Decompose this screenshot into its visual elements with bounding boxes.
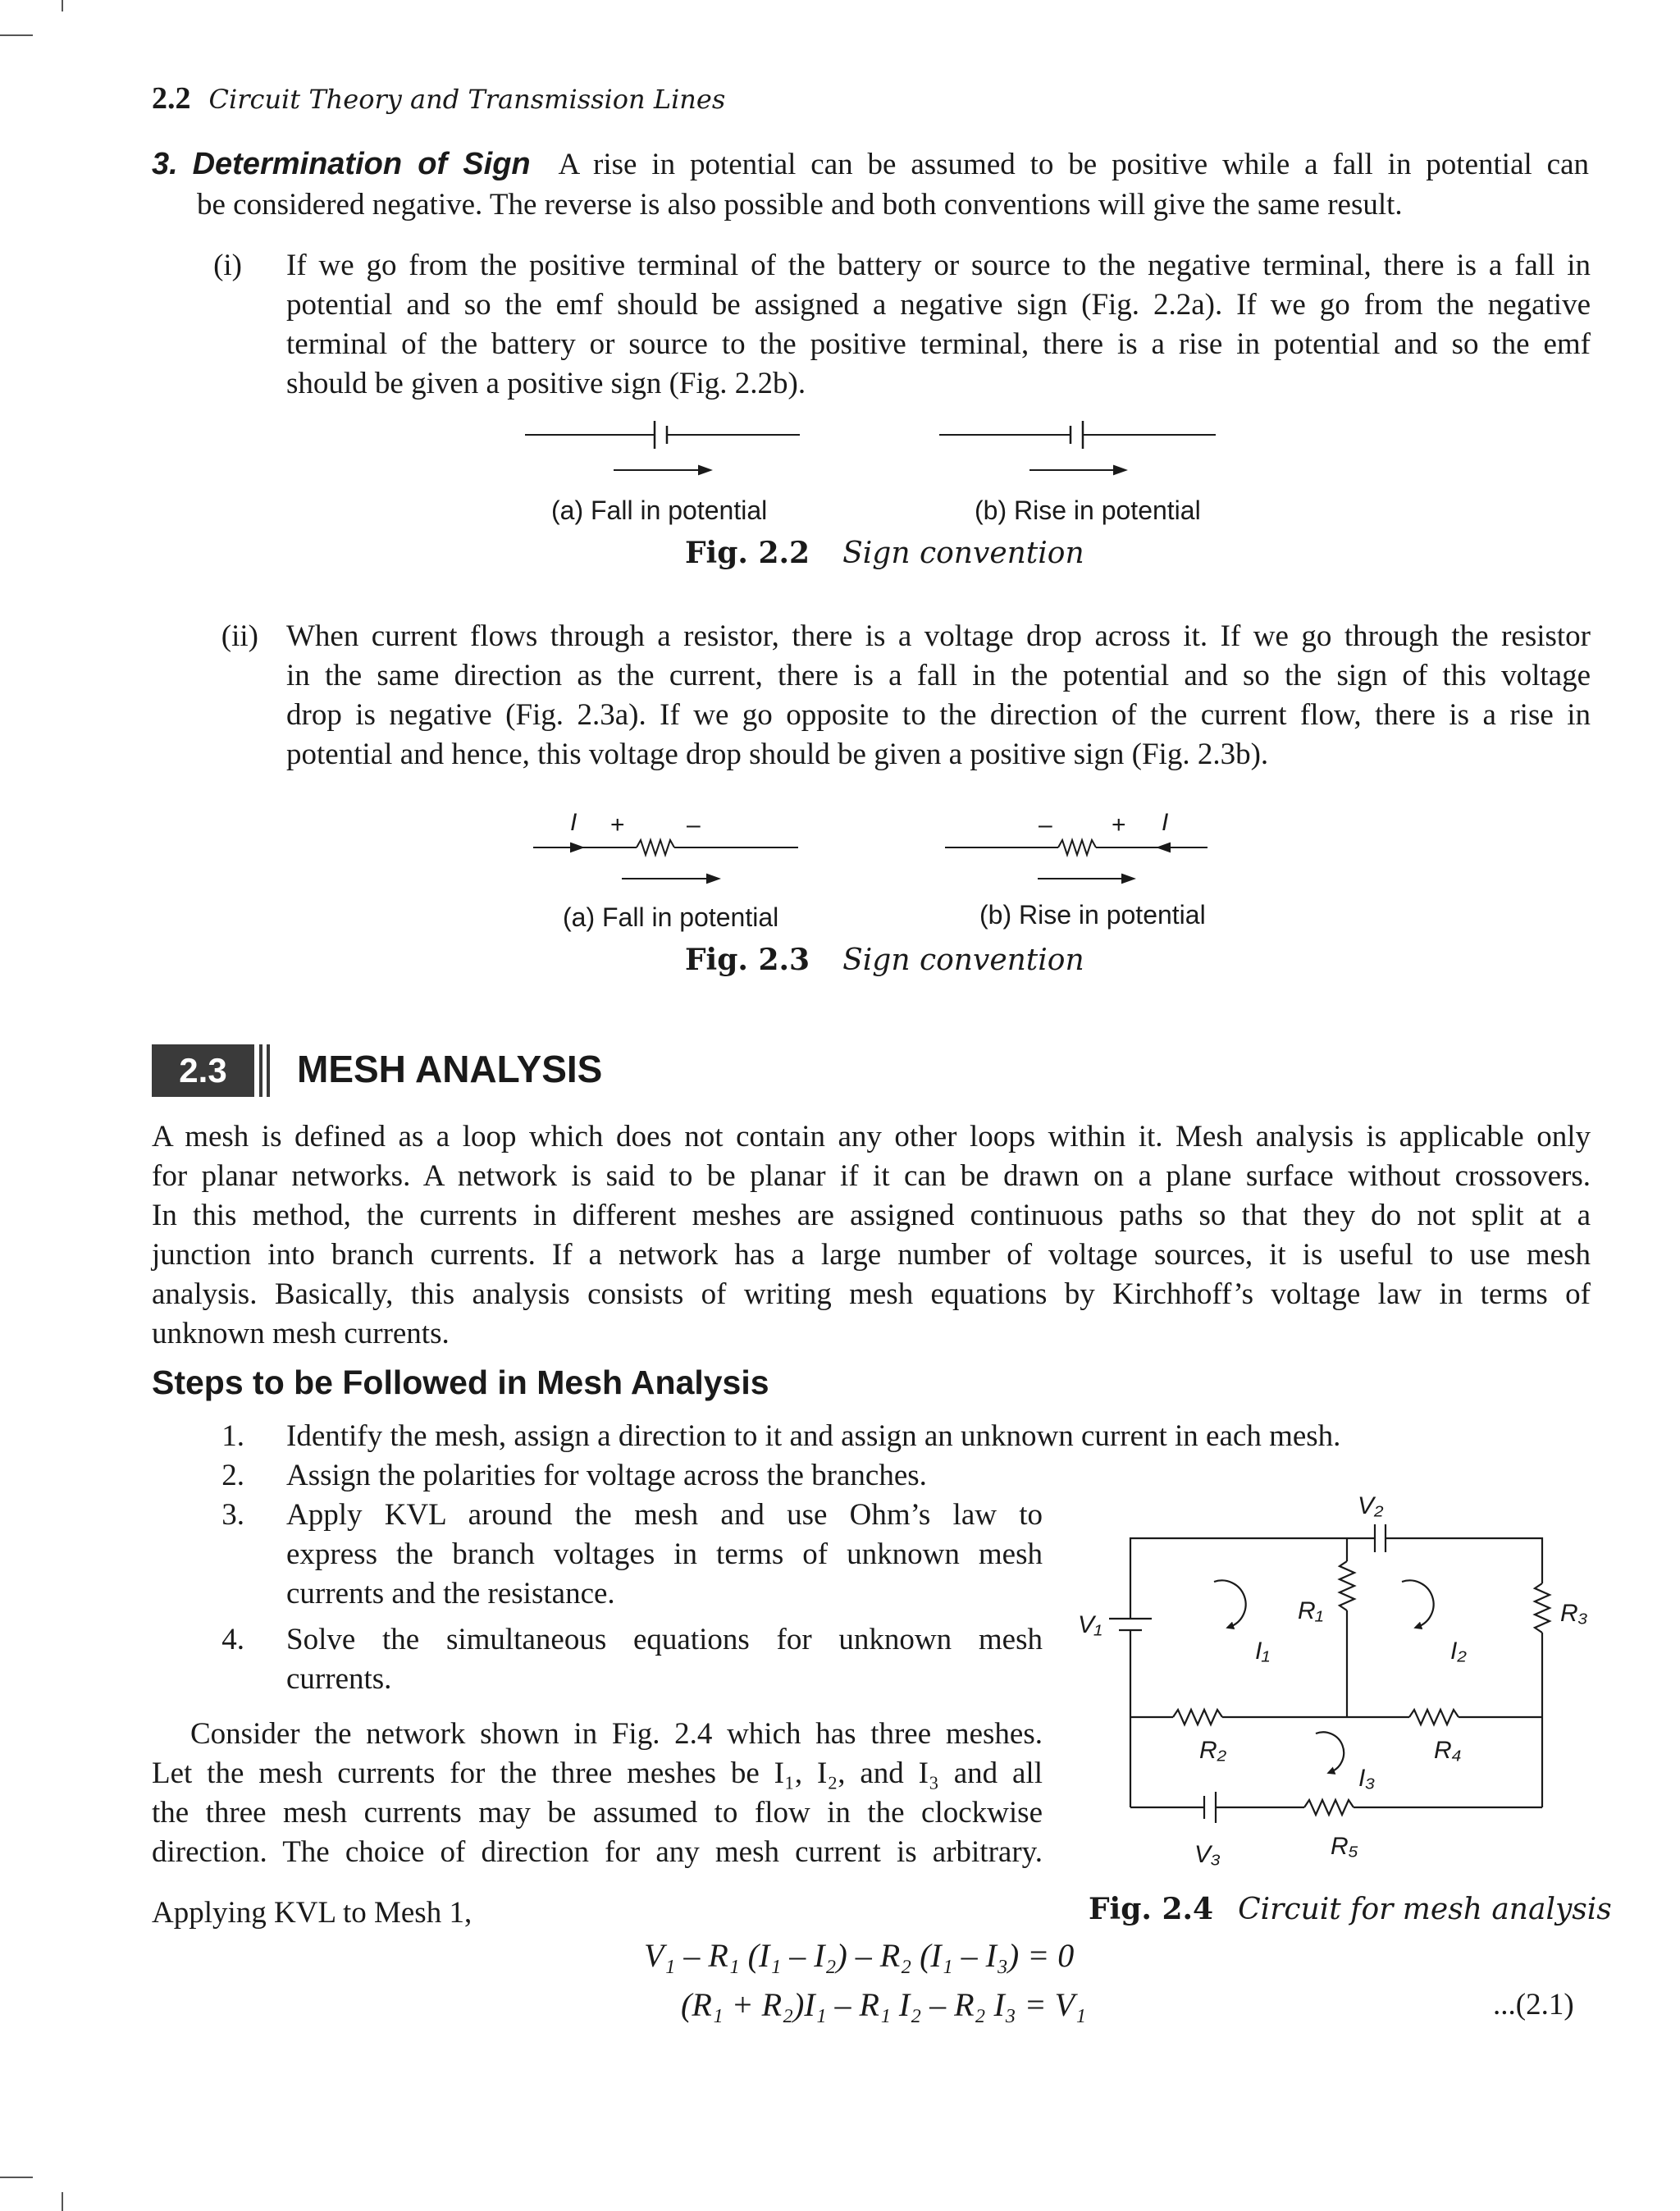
item-marker-ii: (ii) <box>221 619 258 653</box>
consider-line: Let the mesh currents for the three meshes be I₁, I₂, and I₃ and all <box>152 1756 1043 1790</box>
step-line: Apply KVL around the mesh and use Ohm’s law to <box>286 1498 1043 1532</box>
item-ii-line: in the same direction as the current, there is a fall in the potential and so the sign of this voltage <box>286 659 1591 692</box>
fig-2-3a-plus: + <box>610 811 625 838</box>
step-number: 1. <box>221 1419 244 1453</box>
item-i-line: terminal of the battery or source to the positive terminal, there is a rise in potential and so the emf <box>286 327 1591 361</box>
label-v2: V₂ <box>1358 1492 1384 1519</box>
steps-heading: Steps to be Followed in Mesh Analysis <box>152 1364 769 1401</box>
label-r5: R₅ <box>1331 1833 1358 1860</box>
fig-2-3b-plus: + <box>1112 811 1126 838</box>
label-r4: R₄ <box>1434 1737 1462 1764</box>
step-line: currents. <box>286 1662 392 1696</box>
step-line: Solve the simultaneous equations for unknown mesh <box>286 1623 1043 1656</box>
mesh-paragraph-line: analysis. Basically, this analysis consists of writing mesh equations by Kirchhoff’s voltage law in terms of <box>152 1277 1591 1311</box>
step-line: Identify the mesh, assign a direction to it and assign an unknown current in each mesh. <box>286 1419 1341 1453</box>
fig-2-2-diagram <box>517 414 1239 488</box>
fig-2-3a-minus: – <box>687 811 701 838</box>
item-i-line: If we go from the positive terminal of the battery or source to the negative terminal, there is a fall in <box>286 249 1591 282</box>
equation-number: ...(2.1) <box>1493 1988 1574 2021</box>
fig-2-3-title: Sign convention <box>842 943 1084 977</box>
fig-2-2-title: Sign convention <box>842 537 1084 570</box>
page-number: 2.2 <box>152 81 191 116</box>
book-title: Circuit Theory and Transmission Lines <box>208 84 726 115</box>
step-line: Assign the polarities for voltage across the branches. <box>286 1459 927 1492</box>
fig-2-3-caption <box>685 942 1084 978</box>
label-r1: R₁ <box>1298 1597 1324 1624</box>
resistor-fall <box>533 840 798 883</box>
label-r2: R₂ <box>1199 1737 1227 1764</box>
consider-line: Consider the network shown in Fig. 2.4 which has three meshes. <box>190 1717 1043 1751</box>
fig-2-3b-current-label: I <box>1162 809 1169 836</box>
label-i2: I₂ <box>1450 1638 1467 1665</box>
battery-rise <box>939 421 1216 474</box>
fig-2-3b-minus: – <box>1039 811 1052 838</box>
fig-2-2-sub-b: (b) Rise in potential <box>975 496 1201 525</box>
section-number-badge: 2.3 <box>152 1044 254 1097</box>
mesh-paragraph-line: for planar networks. A network is said to be planar if it can be drawn on a plane surface without crossovers. <box>152 1159 1591 1193</box>
item-ii-line: potential and hence, this voltage drop should be given a positive sign (Fig. 2.3b). <box>286 738 1269 771</box>
fig-2-4-caption <box>1089 1891 1612 1927</box>
running-head <box>152 80 725 116</box>
label-r3: R₃ <box>1560 1600 1588 1627</box>
fig-2-3-sub-b: (b) Rise in potential <box>979 900 1206 930</box>
item-ii-line: When current flows through a resistor, there is a voltage drop across it. If we go through the resistor <box>286 619 1591 653</box>
section-divider-bars <box>259 1044 272 1097</box>
fig-2-2-caption <box>685 535 1084 571</box>
fig-2-4-circuit <box>1058 1469 1600 1879</box>
label-v1: V₁ <box>1078 1611 1102 1638</box>
crop-mark <box>0 2177 33 2178</box>
mesh-paragraph-line: junction into branch currents. If a network has a large number of voltage sources, it is useful to use mesh <box>152 1238 1591 1272</box>
label-v3: V₃ <box>1194 1841 1221 1868</box>
sign-number: 3. <box>152 147 178 181</box>
label-i1: I₁ <box>1255 1638 1270 1665</box>
equation-1: V₁ – R₁ (I₁ – I₂) – R₂ (I₁ – I₃) = 0 <box>644 1937 1075 1974</box>
fig-2-3-sub-a: (a) Fall in potential <box>563 902 779 932</box>
battery-fall <box>525 421 800 474</box>
fig-2-3-number: Fig. 2.3 <box>685 943 810 977</box>
step-number: 4. <box>221 1623 244 1656</box>
fig-2-4-number: Fig. 2.4 <box>1089 1892 1214 1926</box>
resistor-rise <box>945 840 1208 883</box>
crop-mark <box>62 2192 63 2211</box>
applying-kvl: Applying KVL to Mesh 1, <box>152 1896 472 1930</box>
sign-heading: Determination of Sign <box>192 147 531 181</box>
fig-2-3-diagram <box>525 808 1214 898</box>
sign-intro-line1 <box>152 144 1589 185</box>
item-i-line: should be given a positive sign (Fig. 2.2b). <box>286 367 806 400</box>
mesh-paragraph-line: In this method, the currents in different meshes are assigned continuous paths so that they do not split at a <box>152 1199 1591 1232</box>
label-i3: I₃ <box>1358 1765 1376 1792</box>
mesh-paragraph-line: A mesh is defined as a loop which does not contain any other loops within it. Mesh analysis is applicable only <box>152 1120 1591 1153</box>
step-line: express the branch voltages in terms of unknown mesh <box>286 1537 1043 1571</box>
item-i-line: potential and so the emf should be assigned a negative sign (Fig. 2.2a). If we go from the negative <box>286 288 1591 322</box>
consider-line: direction. The choice of direction for any mesh current is arbitrary. <box>152 1835 1043 1869</box>
step-number: 2. <box>221 1459 244 1492</box>
sign-intro-line2: be considered negative. The reverse is also possible and both conventions will give the same result. <box>197 188 1403 222</box>
sign-intro-text: A rise in potential can be assumed to be positive while a fall in potential can <box>558 148 1589 181</box>
crop-mark <box>62 0 63 11</box>
fig-2-2-sub-a: (a) Fall in potential <box>551 496 768 525</box>
crop-mark <box>0 34 33 36</box>
item-marker-i: (i) <box>213 249 242 282</box>
item-ii-line: drop is negative (Fig. 2.3a). If we go opposite to the direction of the current flow, there is a rise in <box>286 698 1591 732</box>
fig-2-2-number: Fig. 2.2 <box>685 536 810 570</box>
consider-line: the three mesh currents may be assumed to flow in the clockwise <box>152 1796 1043 1830</box>
step-line: currents and the resistance. <box>286 1577 615 1610</box>
mesh-paragraph-line: unknown mesh currents. <box>152 1317 450 1350</box>
fig-2-4-title: Circuit for mesh analysis <box>1238 1893 1612 1926</box>
section-title: MESH ANALYSIS <box>297 1048 603 1090</box>
fig-2-3a-current-label: I <box>570 809 578 836</box>
equation-2: (R₁ + R₂)I₁ – R₁ I₂ – R₂ I₃ = V₁ <box>681 1986 1087 2023</box>
step-number: 3. <box>221 1498 244 1532</box>
